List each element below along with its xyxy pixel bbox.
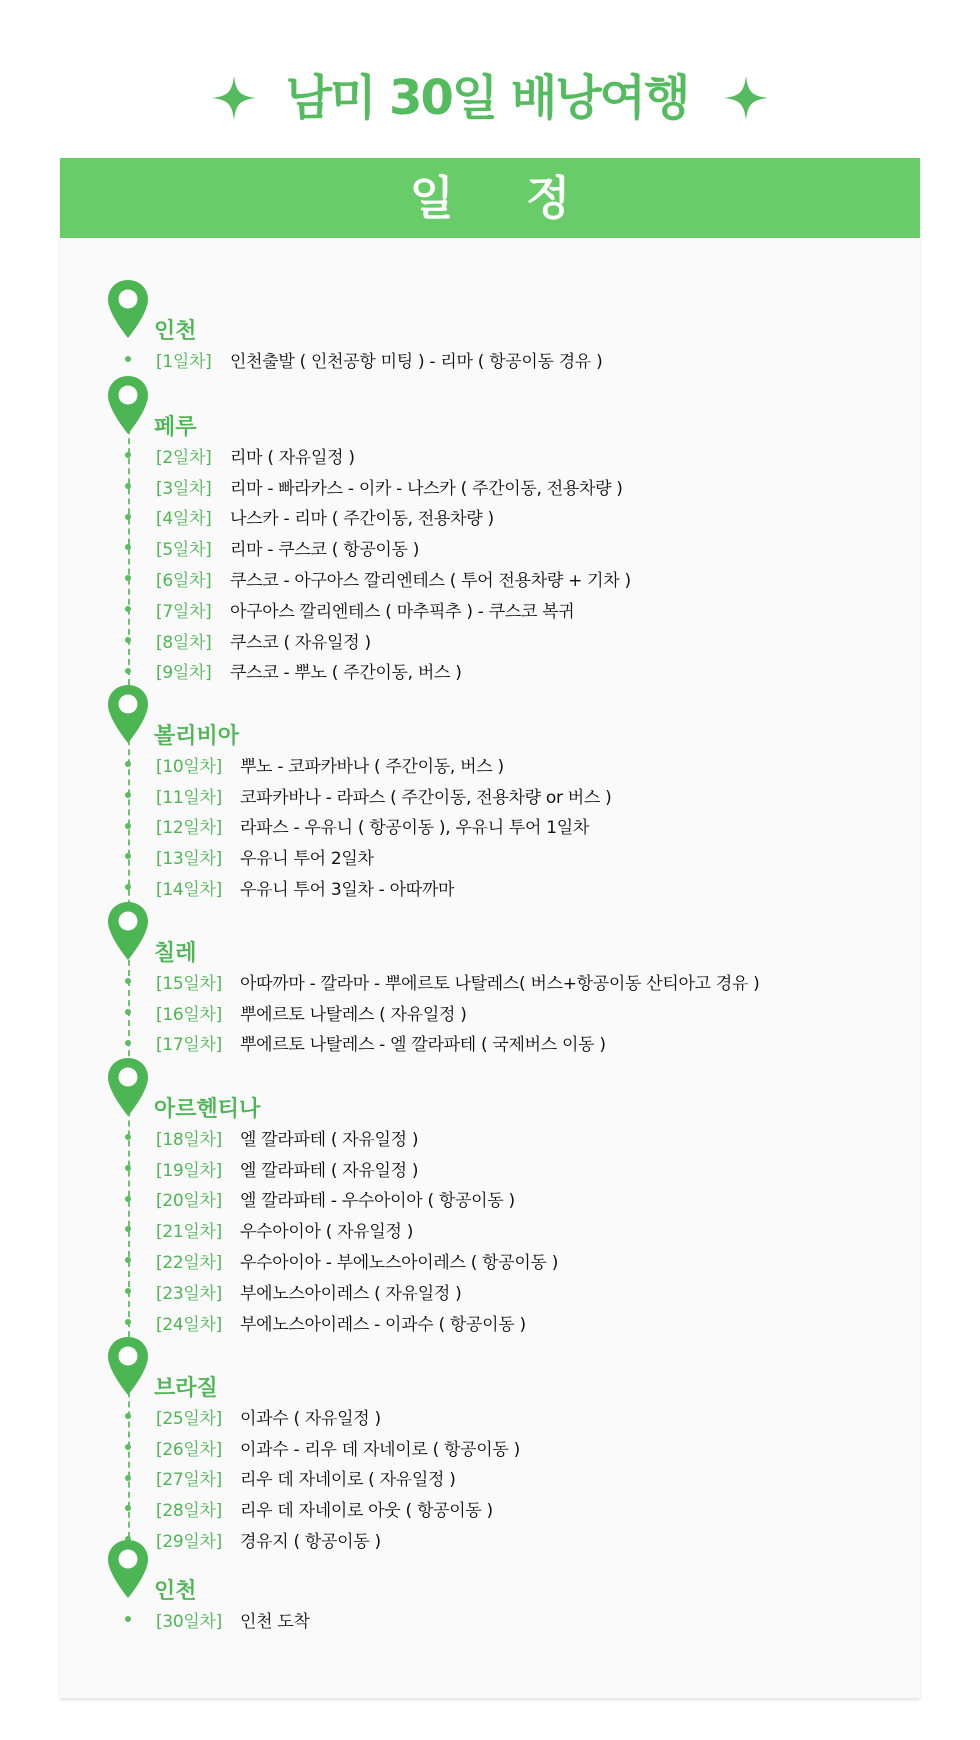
day-description: 이과수 ( 자유일정 ) xyxy=(240,1408,381,1429)
day-label: [27일차] xyxy=(156,1470,222,1491)
day-label: [26일차] xyxy=(156,1439,222,1460)
day-description: 부에노스아이레스 ( 자유일정 ) xyxy=(240,1283,462,1304)
list-item xyxy=(60,1122,920,1153)
day-description: 나스카 - 리마 ( 주간이동, 전용차량 ) xyxy=(230,509,494,530)
day-label: [12일차] xyxy=(156,818,222,839)
timeline-dot xyxy=(125,1040,131,1046)
list-item xyxy=(60,471,920,502)
day-label: [3일차] xyxy=(156,478,212,499)
timeline-dot xyxy=(125,1319,131,1325)
section-items xyxy=(60,749,920,903)
day-description: 경유지 ( 항공이동 ) xyxy=(240,1532,381,1553)
section-title: 브라질 xyxy=(154,1376,218,1401)
day-description: 우유니 투어 2일차 xyxy=(240,849,374,870)
day-label: [13일차] xyxy=(156,849,222,870)
section-title: 아르헨티나 xyxy=(154,1097,261,1122)
section-items xyxy=(60,966,920,1058)
timeline-dot xyxy=(125,1505,131,1511)
day-label: [15일차] xyxy=(156,973,222,994)
list-item xyxy=(60,594,920,625)
day-description: 뿌에르토 나탈레스 ( 자유일정 ) xyxy=(240,1004,467,1025)
list-item xyxy=(60,749,920,780)
timeline-dot xyxy=(125,978,131,984)
list-item xyxy=(60,563,920,594)
day-label: [21일차] xyxy=(156,1222,222,1243)
day-label: [7일차] xyxy=(156,601,212,622)
timeline-dot xyxy=(125,544,131,550)
day-label: [1일차] xyxy=(156,351,212,372)
list-item xyxy=(60,1214,920,1245)
timeline-dot xyxy=(125,514,131,520)
day-label: [10일차] xyxy=(156,756,222,777)
timeline-dot xyxy=(125,606,131,612)
list-item xyxy=(60,1153,920,1184)
day-description: 이과수 - 리우 데 자네이로 ( 항공이동 ) xyxy=(240,1439,520,1460)
day-description: 쿠스코 ( 자유일정 ) xyxy=(230,632,371,653)
timeline-dot xyxy=(125,575,131,581)
timeline-dot xyxy=(125,483,131,489)
map-pin-icon xyxy=(106,374,150,436)
list-item xyxy=(60,656,920,687)
day-description: 쿠스코 - 아구아스 깔리엔테스 ( 투어 전용차량 + 기차 ) xyxy=(230,571,631,592)
section-items xyxy=(60,1604,920,1635)
timeline-dot xyxy=(125,668,131,674)
list-item xyxy=(60,872,920,903)
day-label: [8일차] xyxy=(156,632,212,653)
day-description: 리마 - 빠라카스 - 이카 - 나스카 ( 주간이동, 전용차량 ) xyxy=(230,478,623,499)
day-label: [20일차] xyxy=(156,1191,222,1212)
schedule-banner xyxy=(60,158,920,238)
day-description: 리우 데 자네이로 ( 자유일정 ) xyxy=(240,1470,456,1491)
timeline-dot xyxy=(125,823,131,829)
list-item xyxy=(60,440,920,471)
sparkle-icon xyxy=(722,74,770,122)
timeline-dot xyxy=(125,1165,131,1171)
day-label: [18일차] xyxy=(156,1129,222,1150)
map-pin-icon xyxy=(106,278,150,340)
section-items xyxy=(60,440,920,686)
section-title: 페루 xyxy=(154,415,197,440)
list-item xyxy=(60,1493,920,1524)
list-item xyxy=(60,1245,920,1276)
day-label: [4일차] xyxy=(156,509,212,530)
day-label: [25일차] xyxy=(156,1408,222,1429)
list-item xyxy=(60,1463,920,1494)
list-item xyxy=(60,532,920,563)
day-description: 엘 깔라파테 ( 자유일정 ) xyxy=(240,1129,419,1150)
list-item xyxy=(60,1276,920,1307)
section-items xyxy=(60,1401,920,1555)
day-description: 뿌에르토 나탈레스 - 엘 깔라파테 ( 국제버스 이동 ) xyxy=(240,1035,606,1056)
list-item xyxy=(60,344,920,375)
day-description: 우수아이아 ( 자유일정 ) xyxy=(240,1222,414,1243)
day-description: 아따까마 - 깔라마 - 뿌에르토 나탈레스( 버스+항공이동 산티아고 경유 ) xyxy=(240,973,760,994)
day-label: [2일차] xyxy=(156,447,212,468)
schedule-card xyxy=(60,158,920,1698)
day-description: 아구아스 깔리엔테스 ( 마추픽추 ) - 쿠스코 복귀 xyxy=(230,601,575,622)
section-items xyxy=(60,344,920,375)
list-item xyxy=(60,502,920,533)
day-label: [23일차] xyxy=(156,1283,222,1304)
section-title: 인천 xyxy=(154,319,197,344)
list-item xyxy=(60,625,920,656)
list-item xyxy=(60,1184,920,1215)
timeline-dot xyxy=(125,761,131,767)
timeline-dot xyxy=(125,1616,131,1622)
day-label: [16일차] xyxy=(156,1004,222,1025)
day-label: [5일차] xyxy=(156,540,212,561)
day-label: [14일차] xyxy=(156,880,222,901)
day-description: 라파스 - 우유니 ( 항공이동 ), 우유니 투어 1일차 xyxy=(240,818,590,839)
day-description: 인천출발 ( 인천공항 미팅 ) - 리마 ( 항공이동 경유 ) xyxy=(230,351,603,372)
day-description: 리마 ( 자유일정 ) xyxy=(230,447,355,468)
day-label: [9일차] xyxy=(156,663,212,684)
day-label: [30일차] xyxy=(156,1611,222,1632)
timeline-dot xyxy=(125,1009,131,1015)
timeline-dot xyxy=(125,452,131,458)
section-title: 칠레 xyxy=(154,941,197,966)
list-item xyxy=(60,811,920,842)
day-description: 우수아이아 - 부에노스아이레스 ( 항공이동 ) xyxy=(240,1253,559,1274)
day-label: [11일차] xyxy=(156,787,222,808)
timeline-dot xyxy=(125,884,131,890)
timeline-dot xyxy=(125,637,131,643)
list-item xyxy=(60,780,920,811)
timeline-dot xyxy=(125,1288,131,1294)
list-item xyxy=(60,1307,920,1338)
day-description: 인천 도착 xyxy=(240,1611,310,1632)
section-title: 인천 xyxy=(154,1579,197,1604)
day-description: 리마 - 쿠스코 ( 항공이동 ) xyxy=(230,540,420,561)
day-description: 엘 깔라파테 - 우수아이아 ( 항공이동 ) xyxy=(240,1191,515,1212)
day-label: [17일차] xyxy=(156,1035,222,1056)
timeline-dot xyxy=(125,1134,131,1140)
map-pin-icon xyxy=(106,1335,150,1397)
list-item xyxy=(60,1401,920,1432)
day-description: 리우 데 자네이로 아웃 ( 항공이동 ) xyxy=(240,1501,493,1522)
page-title: 남미 30일 배낭여행 xyxy=(285,70,689,126)
day-label: [19일차] xyxy=(156,1160,222,1181)
day-description: 쿠스코 - 뿌노 ( 주간이동, 버스 ) xyxy=(230,663,462,684)
day-label: [22일차] xyxy=(156,1253,222,1274)
timeline-dot xyxy=(125,853,131,859)
banner-title: 일 정 xyxy=(409,171,599,225)
list-item xyxy=(60,1432,920,1463)
day-description: 부에노스아이레스 - 이과수 ( 항공이동 ) xyxy=(240,1314,526,1335)
timeline-dot xyxy=(125,356,131,362)
page-header xyxy=(0,62,980,134)
section-items xyxy=(60,1122,920,1338)
list-item xyxy=(60,1028,920,1059)
map-pin-icon xyxy=(106,1056,150,1118)
day-description: 우유니 투어 3일차 - 아따까마 xyxy=(240,880,455,901)
sparkle-icon xyxy=(210,74,258,122)
day-label: [29일차] xyxy=(156,1532,222,1553)
day-description: 뿌노 - 코파카바나 ( 주간이동, 버스 ) xyxy=(240,756,504,777)
day-label: [6일차] xyxy=(156,571,212,592)
timeline-dot xyxy=(125,1226,131,1232)
map-pin-icon xyxy=(106,683,150,745)
section-title: 볼리비아 xyxy=(154,724,240,749)
timeline-dot xyxy=(125,1413,131,1419)
timeline-dot xyxy=(125,1475,131,1481)
timeline-dot xyxy=(125,792,131,798)
timeline-dot xyxy=(125,1444,131,1450)
timeline-dot xyxy=(125,1257,131,1263)
map-pin-icon xyxy=(106,1538,150,1600)
day-description: 코파카바나 - 라파스 ( 주간이동, 전용차량 or 버스 ) xyxy=(240,787,612,808)
day-label: [24일차] xyxy=(156,1314,222,1335)
list-item xyxy=(60,1604,920,1635)
list-item xyxy=(60,841,920,872)
day-description: 엘 깔라파테 ( 자유일정 ) xyxy=(240,1160,419,1181)
list-item xyxy=(60,997,920,1028)
day-label: [28일차] xyxy=(156,1501,222,1522)
list-item xyxy=(60,1524,920,1555)
timeline-dot xyxy=(125,1196,131,1202)
map-pin-icon xyxy=(106,900,150,962)
list-item xyxy=(60,966,920,997)
